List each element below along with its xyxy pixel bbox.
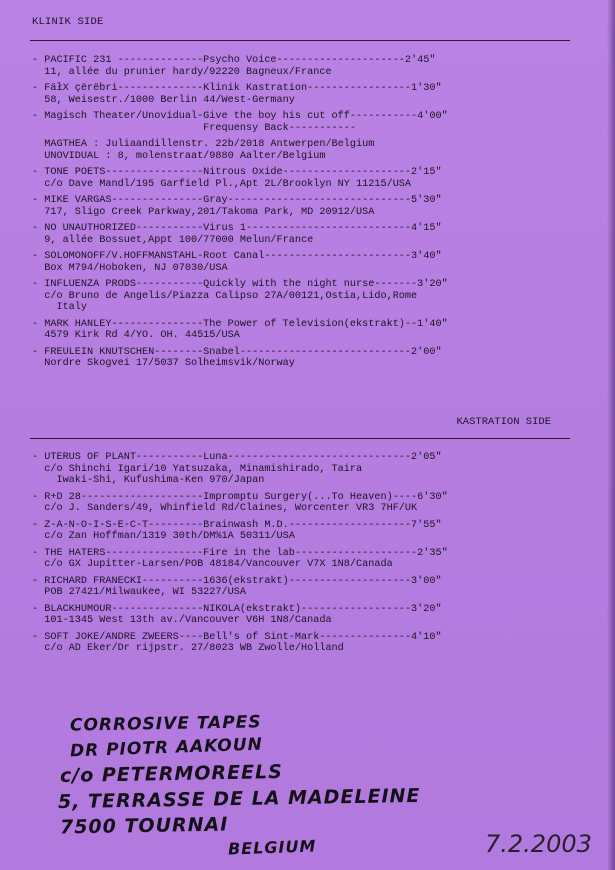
track-line: - RICHARD FRANECKI----------1636(ekstrakt)--------------------3'00" [32,575,442,587]
handwritten-line-5: 7500 TOURNAI [59,813,229,839]
kastration-side-title: KASTRATION SIDE [456,416,551,428]
kastration-side-tracklist [32,452,572,660]
address-line: 101-1345 West 13th av./Vancouver V6H 1N8/Canada [32,615,332,626]
address-line: UNOVIDUAL : 8, molenstraat/9880 Aalter/Belgium [32,150,326,162]
address-line: c/o Shinchi Igari/10 Yatsuzaka, Minamishirado, Taira [32,463,363,475]
track-entry [32,251,572,274]
track-entry [32,347,572,370]
track-entry [32,223,572,246]
track-line: - SOFT JOKE/ANDRE ZWEERS----Bell's of Sint-Mark---------------4'10" [32,631,442,643]
track-line: - Magisch Theater/Unovidual-Give the boy his cut off-----------4'00" [32,111,448,122]
track-entry [32,167,572,190]
track-entry [32,548,572,571]
track-entry [32,452,572,487]
middle-rule [30,438,570,439]
track-line: - MARK HANLEY---------------The Power of Television(ekstrakt)--1'40" [32,318,448,330]
track-line: - R+D 28--------------------Impromptu Surgery(...To Heaven)----6'30" [32,491,448,503]
track-entry [32,55,572,78]
address-line: c/o J. Sanders/49, Whinfield Rd/Claines, Worcenter VR3 7HF/UK [32,503,418,514]
track-line: - FäłX çërëbri--------------Klinik Kastration-----------------1'30" [32,83,442,94]
track-entry [32,492,572,515]
address-line: c/o Zan Hoffman/1319 30th/DM%1A 50311/USA [32,531,295,542]
address-line: c/o Bruno de Angelis/Piazza Calipso 27A/00121,Ostia,Lido,Rome [32,290,418,302]
handwritten-line-2: DR PIOTR AAKOUN [69,734,264,762]
top-rule [30,40,570,41]
track-entry [32,139,572,162]
track-entry [32,195,572,218]
track-line: - BLACKHUMOUR---------------NIKOLA(ekstrakt)------------------3'20" [32,603,442,615]
address-line: c/o GX Jupitter-Larsen/POB 48184/Vancouver V7X 1N8/Canada [32,559,393,570]
address-line: c/o Dave Mandl/195 Garfield Pl.,Apt 2L/Brooklyn NY 11215/USA [32,178,412,190]
address-line: 4579 Kirk Rd 4/YO. OH. 44515/USA [32,330,240,341]
address-line: 717, Sligo Creek Parkway,201/Takoma Park, MD 20912/USA [32,206,375,218]
address-line: Italy [32,302,88,313]
handwritten-line-6: BELGIUM [227,836,317,859]
address-line: Box M794/Hoboken, NJ 07030/USA [32,262,228,274]
handwritten-line-3: c/o PETERMOREELS [59,761,283,787]
track-line: - TONE POETS----------------Nitrous Oxide---------------------2'15" [32,167,442,178]
track-line: - THE HATERS----------------Fire in the lab--------------------2'35" [32,547,448,559]
track-entry [32,520,572,543]
paper-edge-shadow [607,0,615,870]
address-line: c/o AD Eker/Dr rijpstr. 27/8023 WB Zwolle/Holland [32,643,344,654]
address-line: POB 27421/Milwaukee, WI 53227/USA [32,587,246,598]
track-entry [32,576,572,599]
klinik-side-title: KLINIK SIDE [32,16,104,28]
track-entry [32,83,572,106]
handwritten-line-4: 5, TERRASSE DE LA MADELEINE [57,784,421,814]
track-entry [32,111,572,134]
track-line: - PACIFIC 231 --------------Psycho Voice---------------------2'45" [32,55,436,66]
address-line: 11, allée du prunier hardy/92220 Bagneux/France [32,66,332,78]
handwritten-line-1: CORROSIVE TAPES [69,712,262,736]
address-line: 58, Weisestr./1000 Berlin 44/West-Germany [32,94,295,106]
track-entry [32,279,572,314]
address-line: Nordre Skogvei 17/5037 Solheimsvik/Norway [32,358,295,369]
track-line: - UTERUS OF PLANT-----------Luna------------------------------2'05" [32,452,442,463]
track-line: MAGTHEA : Juliaandillenstr. 22b/2018 Antwerpen/Belgium [32,139,375,150]
track-line: - INFLUENZA PRODS-----------Quickly with the night nurse-------3'20" [32,279,448,290]
track-line: - Z-A-N-O-I-S-E-C-T---------Brainwash M.D.--------------------7'55" [32,519,442,531]
track-line: - NO UNAUTHORIZED-----------Virus 1---------------------------4'15" [32,223,442,234]
track-entry [32,632,572,655]
track-line: - SOLOMONOFF/V.HOFFMANSTAHL-Root Canal------------------------3'40" [32,251,442,262]
track-entry [32,604,572,627]
track-entry [32,319,572,342]
address-line: Iwaki-Shi, Kufushima-Ken 970/Japan [32,475,265,486]
handwritten-date: 7.2.2003 [485,830,592,858]
address-line: Frequensy Back----------- [32,122,357,134]
track-line: - MIKE VARGAS---------------Gray------------------------------5'30" [32,195,442,206]
address-line: 9, allée Bossuet,Appt 100/77000 Melun/France [32,234,314,246]
track-line: - FREULEIN KNUTSCHEN--------Snabel----------------------------2'00" [32,346,442,358]
klinik-side-tracklist [32,55,572,375]
